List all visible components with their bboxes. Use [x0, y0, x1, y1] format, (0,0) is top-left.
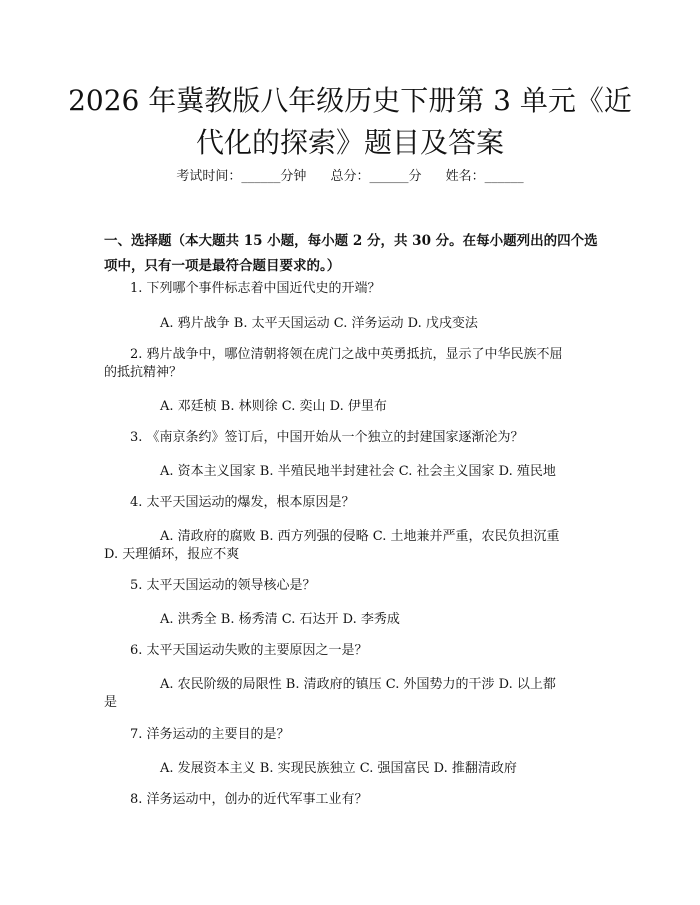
section-heading-line-1: 一、选择题（本大题共 15 小题，每小题 2 分，共 30 分。在每小题列出的四个选: [104, 233, 598, 249]
question-4-options-line-1: A. 清政府的腐败 B. 西方列强的侵略 C. 土地兼并严重，农民负担沉重: [160, 529, 560, 544]
section-heading-line-2: 项中，只有一项是最符合题目要求的。）: [104, 258, 341, 274]
question-2-line-1: 2. 鸦片战争中，哪位清朝将领在虎门之战中英勇抵抗，显示了中华民族不屈: [130, 347, 563, 362]
question-4-options-line-2: D. 天理循环，报应不爽: [104, 547, 240, 562]
question-1: 1. 下列哪个事件标志着中国近代史的开端？: [130, 281, 381, 296]
question-4: 4. 太平天国运动的爆发，根本原因是？: [130, 495, 355, 510]
student-name-field: 姓名：______: [445, 169, 524, 184]
total-score-field: 总分：______分: [330, 169, 422, 184]
exam-time-field: 考试时间：______分钟: [176, 169, 307, 184]
question-5: 5. 太平天国运动的领导核心是？: [130, 578, 316, 593]
question-6-options-line-2: 是: [104, 695, 118, 710]
question-3: 3. 《南京条约》签订后，中国开始从一个独立的封建国家逐渐沦为？: [130, 430, 524, 445]
question-7: 7. 洋务运动的主要目的是？: [130, 727, 290, 742]
question-6-options-line-1: A. 农民阶级的局限性 B. 清政府的镇压 C. 外国势力的干涉 D. 以上都: [160, 677, 556, 692]
document-title-line-2: 代化的探索》题目及答案: [195, 126, 504, 159]
question-1-options: A. 鸦片战争 B. 太平天国运动 C. 洋务运动 D. 戊戌变法: [160, 316, 478, 331]
document-title-line-1: 2026 年冀教版八年级历史下册第 3 单元《近: [68, 84, 632, 117]
question-7-options: A. 发展资本主义 B. 实现民族独立 C. 强国富民 D. 推翻清政府: [160, 761, 517, 776]
question-8: 8. 洋务运动中，创办的近代军事工业有？: [130, 792, 368, 807]
question-5-options: A. 洪秀全 B. 杨秀清 C. 石达开 D. 李秀成: [160, 612, 400, 627]
question-2-line-2: 的抵抗精神？: [104, 365, 183, 380]
exam-info-row: [0, 168, 700, 186]
question-3-options: A. 资本主义国家 B. 半殖民地半封建社会 C. 社会主义国家 D. 殖民地: [160, 464, 556, 479]
question-6: 6. 太平天国运动失败的主要原因之一是？: [130, 643, 368, 658]
question-2-options: A. 邓廷桢 B. 林则徐 C. 奕山 D. 伊里布: [160, 399, 387, 414]
